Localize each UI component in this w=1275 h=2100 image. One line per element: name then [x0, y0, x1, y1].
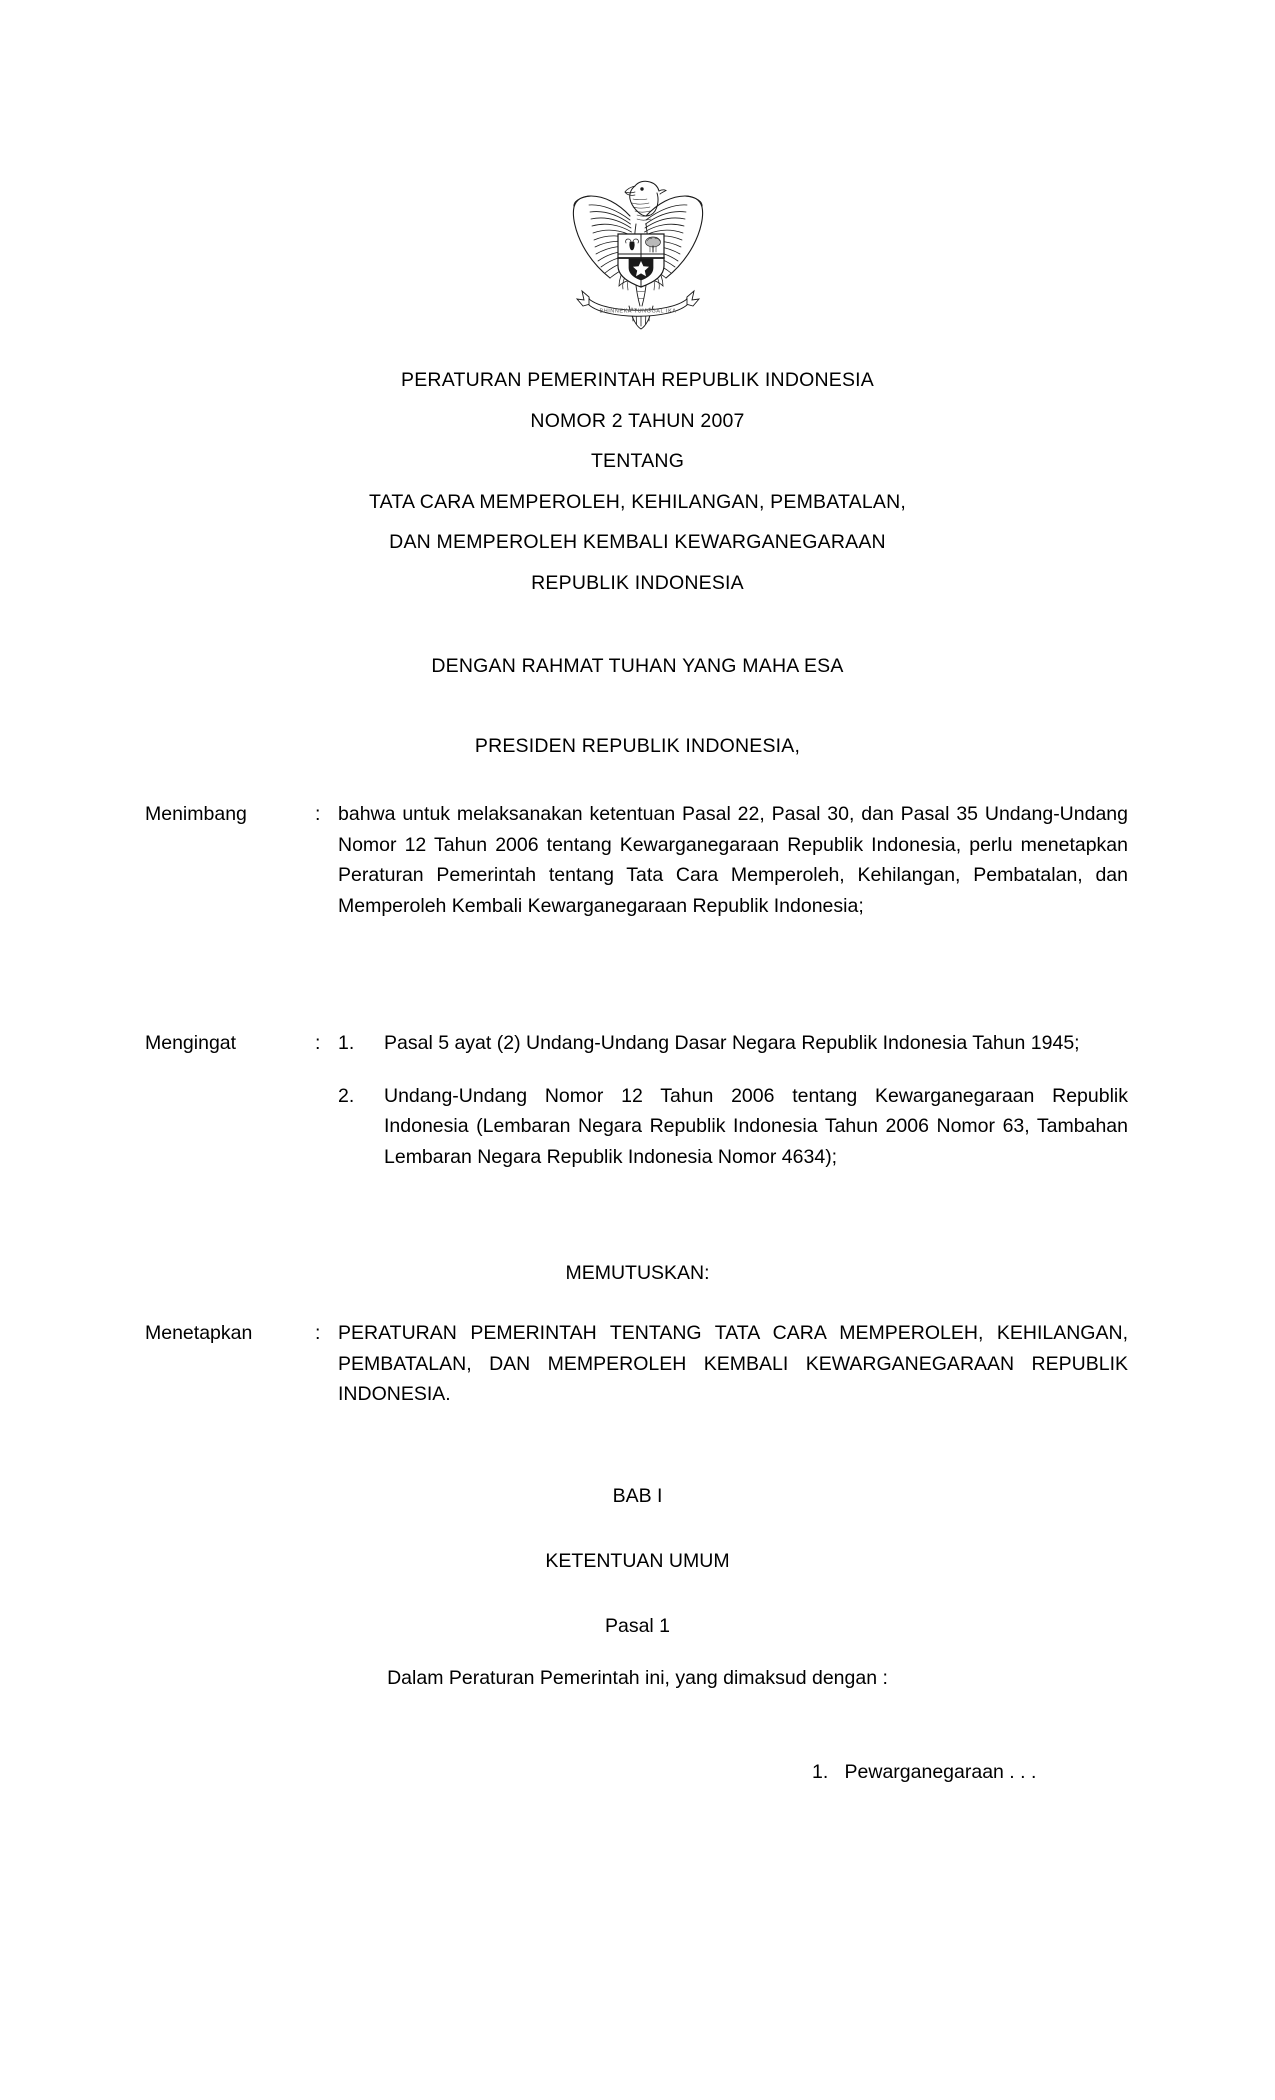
- clause-menetapkan: [145, 1318, 1128, 1410]
- bab-heading: BAB I: [612, 1485, 663, 1507]
- title-line-1: PERATURAN PEMERINTAH REPUBLIK INDONESIA: [401, 369, 874, 391]
- bab-title-heading: KETENTUAN UMUM: [545, 1550, 730, 1572]
- mengingat-label: Mengingat: [145, 1032, 237, 1054]
- clause-mengingat: [145, 1028, 1128, 1172]
- title-line-4: TATA CARA MEMPEROLEH, KEHILANGAN, PEMBATALAN,: [368, 490, 907, 513]
- preamble-block: [0, 646, 1275, 766]
- mengingat-list: [338, 1028, 1128, 1172]
- title-line-5: DAN MEMPEROLEH KEMBALI KEWARGANEGARAAN: [389, 531, 886, 553]
- emblem-motto-text: BHINNEKA TUNGGAL IKA: [598, 308, 677, 315]
- pasal-heading: Pasal 1: [604, 1615, 671, 1637]
- list-item: [338, 1081, 1128, 1173]
- list-item-marker: 1.: [338, 1032, 355, 1054]
- preamble-spacer: [0, 686, 1275, 726]
- pasal-intro-text: Dalam Peraturan Pemerintah ini, yang dimaksud dengan :: [387, 1667, 888, 1689]
- memutuskan-heading: MEMUTUSKAN:: [565, 1262, 710, 1284]
- title-line-6: REPUBLIK INDONESIA: [531, 571, 744, 594]
- garuda-pancasila-emblem: [562, 168, 714, 336]
- mengingat-colon: :: [315, 1032, 321, 1054]
- list-item-text: Pasal 5 ayat (2) Undang-Undang Dasar Negara Republik Indonesia Tahun 1945;: [384, 1032, 1080, 1054]
- document-title-block: [0, 360, 1275, 603]
- menimbang-label: Menimbang: [145, 803, 247, 825]
- issuer-line: PRESIDEN REPUBLIK INDONESIA,: [474, 735, 801, 757]
- list-item-text: Undang-Undang Nomor 12 Tahun 2006 tentang Kewarganegaraan Republik Indonesia (Lembaran Negara Republik Indonesia Tahun 2006 Nomor 63, Tambahan Lembaran Negara Republik Indonesia Nomor 4634);: [384, 1084, 1128, 1168]
- list-item: [338, 1028, 1128, 1059]
- list-item-marker: 2.: [338, 1084, 355, 1107]
- menimbang-text: bahwa untuk melaksanakan ketentuan Pasal 22, Pasal 30, dan Pasal 35 Undang-Undang Nomor 12 Tahun 2006 tentang Kewarganegaraan Republik Indonesia, perlu menetapkan Peraturan Pemerintah tentang Tata Cara Memperoleh, Kehilangan, Pembatalan, dan Memperoleh Kembali Kewarganegaraan Republik Indonesia;: [338, 803, 1128, 917]
- menetapkan-text: PERATURAN PEMERINTAH TENTANG TATA CARA MEMPEROLEH, KEHILANGAN, PEMBATALAN, DAN MEMPEROLEH KEMBALI KEWARGANEGARAAN REPUBLIK INDONESIA.: [338, 1322, 1128, 1405]
- menetapkan-label: Menetapkan: [145, 1322, 253, 1344]
- title-line-3: TENTANG: [590, 450, 685, 472]
- mengingat-items: [338, 1028, 1128, 1172]
- blessing-line: DENGAN RAHMAT TUHAN YANG MAHA ESA: [431, 655, 844, 677]
- page-catchword: 1. Pewarganegaraan . . .: [812, 1761, 1037, 1783]
- title-line-2: NOMOR 2 TAHUN 2007: [530, 409, 745, 432]
- menetapkan-colon: :: [315, 1322, 321, 1344]
- menimbang-colon: :: [315, 803, 321, 825]
- emblem-container: [0, 168, 1275, 336]
- clause-menimbang: [145, 799, 1128, 921]
